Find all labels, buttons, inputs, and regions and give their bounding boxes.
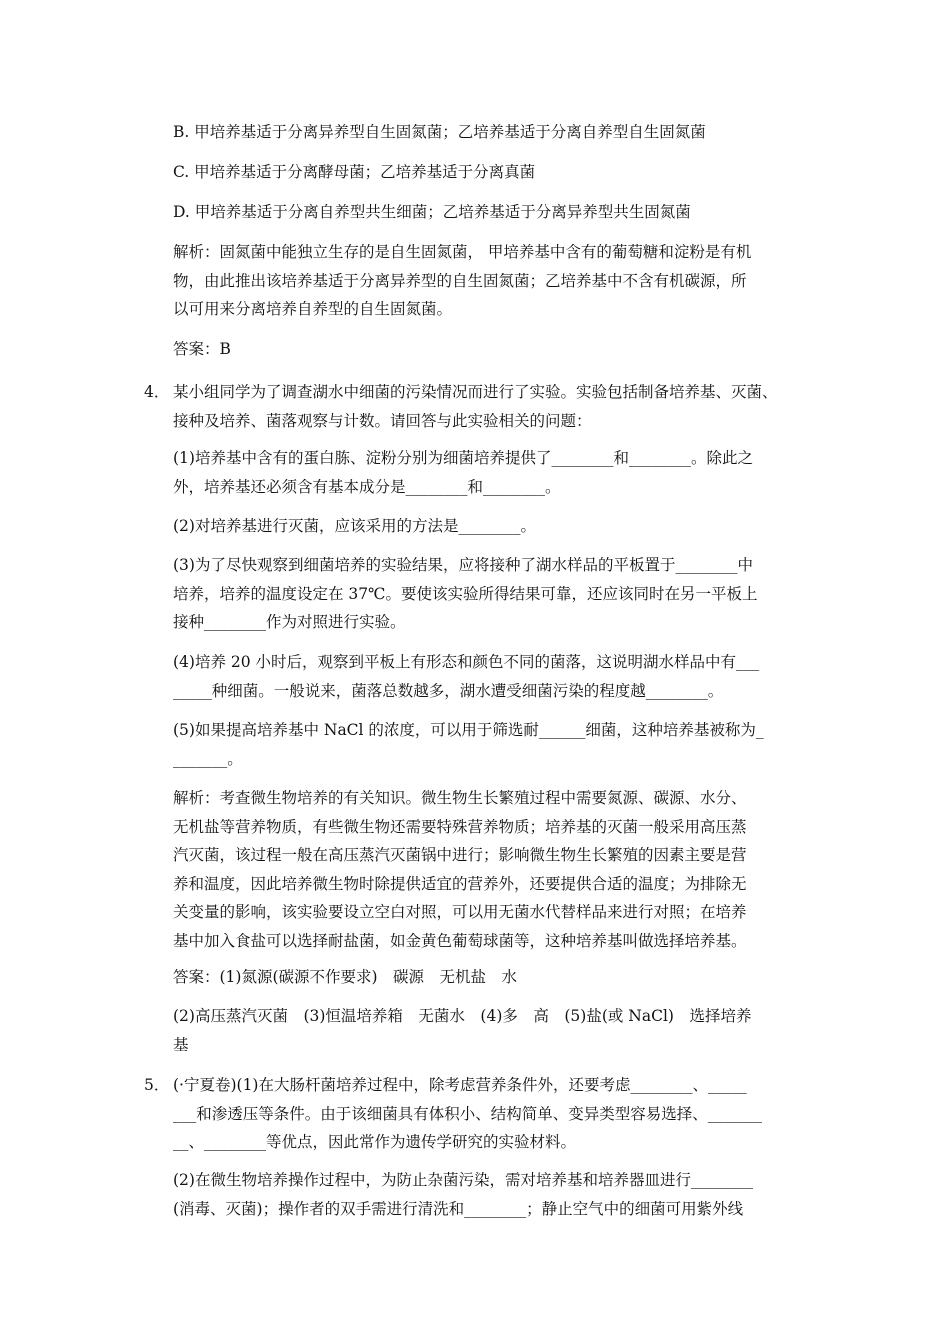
q4-analysis-line: 关变量的影响，该实验要设立空白对照，可以用无菌水代替样品来进行对照；在培养 (173, 903, 747, 921)
option-c: C. 甲培养基适于分离酵母菌；乙培养基适于分离真菌 (173, 163, 536, 181)
option-d: D. 甲培养基适于分离自养型共生细菌；乙培养基适于分离异养型共生固氮菌 (173, 203, 691, 221)
q4-answer-2-line: 基 (173, 1035, 189, 1054)
q4-part-1-line: (1)培养基中含有的蛋白胨、淀粉分别为细菌培养提供了________和________。除此之 (173, 449, 753, 467)
q3-analysis-line: 解析：固氮菌中能独立生存的是自生固氮菌， 甲培养基中含有的葡萄糖和淀粉是有机 (173, 243, 752, 261)
q4-part-5-line: _______。 (173, 749, 243, 768)
q5-part-2-line: (消毒、灭菌)；操作者的双手需进行清洗和________；静止空气中的细菌可用紫外线 (173, 1199, 744, 1218)
q4-part-3-line: 接种________作为对照进行实验。 (173, 613, 406, 631)
q4-part-3 (173, 551, 813, 637)
q4-part-1 (173, 444, 813, 501)
q4-analysis-line: 基中加入食盐可以选择耐盐菌，如金黄色葡萄球菌等，这种培养基叫做选择培养基。 (173, 931, 747, 950)
q4-part-5-line: (5)如果提高培养基中 NaCl 的浓度，可以用于筛选耐______细菌，这种培养基被称为_ (173, 721, 764, 739)
q4-part-4-line: _____种细菌。一般说来，菌落总数越多，湖水遭受细菌污染的程度越________。 (173, 681, 724, 700)
q5-stem-line: ___和渗透压等条件。由于该细菌具有体积小、结构简单、变异类型容易选择、_______ (173, 1104, 763, 1123)
q5-number: 5． (144, 1076, 170, 1094)
q4-part-3-line: (3)为了尽快观察到细菌培养的实验结果，应将接种了湖水样品的平板置于________中 (173, 556, 753, 574)
q4-analysis-line: 无机盐等营养物质，有些微生物还需要特殊营养物质；培养基的灭菌一般采用高压蒸 (173, 817, 747, 836)
q4-part-2-line: (2)对培养基进行灭菌，应该采用的方法是________。 (173, 517, 536, 535)
q3-analysis-line: 以可用来分离培养自养型的自生固氮菌。 (173, 300, 453, 318)
q4-analysis-line: 汽灭菌，该过程一般在高压蒸汽灭菌锅中进行；影响微生物生长繁殖的因素主要是营 (173, 846, 747, 864)
option-b: B. 甲培养基适于分离异养型自生固氮菌；乙培养基适于分离自养型自生固氮菌 (173, 123, 706, 141)
q5-stem-line: (·宁夏卷)(1)在大肠杆菌培养过程中，除考虑营养条件外，还要考虑________、_____ (173, 1076, 747, 1094)
q4-analysis-line: 养和温度，因此培养微生物时除提供适宜的营养外，还要提供合适的温度；为排除无 (173, 874, 747, 893)
q4-part-1-line: 外，培养基还必须含有基本成分是________和________。 (173, 477, 561, 496)
q4-answer-2-line: (2)高压蒸汽灭菌 (3)恒温培养箱 无菌水 (4)多 高 (5)盐(或 NaCl) 选择培养 (173, 1007, 752, 1025)
q4-number: 4． (144, 383, 170, 401)
q4-stem-line: 某小组同学为了调查湖水中细菌的污染情况而进行了实验。实验包括制备培养基、灭菌、 (173, 383, 778, 401)
q4-analysis (173, 784, 813, 955)
q3-answer: 答案：B (173, 340, 231, 358)
q4-part-5 (173, 716, 813, 773)
q5-stem-line: __、________等优点，因此常作为遗传学研究的实验材料。 (173, 1133, 577, 1151)
q5-stem (173, 1071, 813, 1157)
q4-part-3-line: 培养，培养的温度设定在 37℃。要使该实验所得结果可靠，还应该同时在另一平板上 (173, 584, 758, 603)
q4-answer-2 (173, 1002, 813, 1059)
q4-analysis-line: 解析：考查微生物培养的有关知识。微生物生长繁殖过程中需要氮源、碳源、水分、 (173, 789, 747, 807)
q4-part-2 (173, 512, 813, 541)
q5-part-2 (173, 1166, 813, 1223)
q4-stem-line: 接种及培养、菌落观察与计数。请回答与此实验相关的问题： (173, 411, 592, 430)
q4-stem (173, 378, 813, 435)
q4-answer-1: 答案：(1)氮源(碳源不作要求) 碳源 无机盐 水 (173, 968, 518, 986)
q4-part-4-line: (4)培养 20 小时后，观察到平板上有形态和颜色不同的菌落，这说明湖水样品中有___ (173, 653, 760, 671)
q4-part-4 (173, 648, 813, 705)
q3-analysis (173, 238, 813, 324)
q5-part-2-line: (2)在微生物培养操作过程中，为防止杂菌污染，需对培养基和培养器皿进行________ (173, 1171, 753, 1189)
q3-analysis-line: 物，由此推出该培养基适于分离异养型的自生固氮菌；乙培养基中不含有机碳源，所 (173, 271, 747, 290)
